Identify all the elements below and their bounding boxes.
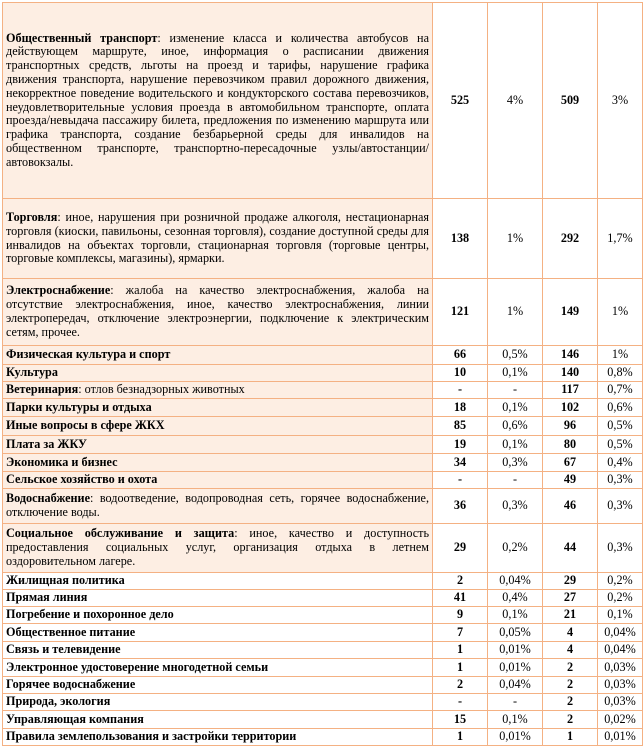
count-current-cell: 2 bbox=[543, 694, 598, 711]
category-title: Общественный транспорт bbox=[6, 30, 158, 45]
table-row bbox=[3, 711, 643, 729]
category-cell bbox=[3, 489, 433, 524]
share-prev-cell: 0,1% bbox=[488, 399, 543, 417]
share-current-cell: 0,04% bbox=[598, 624, 643, 642]
category-cell bbox=[3, 694, 433, 711]
share-current-cell: 0,5% bbox=[598, 436, 643, 454]
category-cell bbox=[3, 607, 433, 624]
count-current-cell: 292 bbox=[543, 199, 598, 279]
count-current-cell: 21 bbox=[543, 607, 598, 624]
count-prev-cell: 1 bbox=[433, 729, 488, 746]
count-prev-cell: 9 bbox=[433, 607, 488, 624]
table-row bbox=[3, 590, 643, 607]
share-current-cell: 0,03% bbox=[598, 659, 643, 677]
share-current-cell: 0,3% bbox=[598, 524, 643, 573]
category-description: : жалоба на качество электроснабжения, жалоба на отсутствие электроснабжения, иное, качество электроснабжения, линии электропередач, отключение электроэнергии, подключение к электрическим сетям, прочее. bbox=[6, 283, 429, 339]
category-cell bbox=[3, 417, 433, 436]
table-row bbox=[3, 3, 643, 199]
category-cell bbox=[3, 199, 433, 279]
table-row bbox=[3, 472, 643, 489]
table-row bbox=[3, 365, 643, 382]
share-current-cell: 0,02% bbox=[598, 711, 643, 729]
share-prev-cell: - bbox=[488, 694, 543, 711]
category-cell bbox=[3, 711, 433, 729]
table-row bbox=[3, 677, 643, 694]
count-current-cell: 140 bbox=[543, 365, 598, 382]
share-current-cell: 0,03% bbox=[598, 694, 643, 711]
count-prev-cell: 66 bbox=[433, 346, 488, 365]
category-cell bbox=[3, 472, 433, 489]
share-current-cell: 1,7% bbox=[598, 199, 643, 279]
count-current-cell: 46 bbox=[543, 489, 598, 524]
share-prev-cell: 0,1% bbox=[488, 365, 543, 382]
category-title: Иные вопросы в сфере ЖКХ bbox=[6, 418, 165, 433]
table-body bbox=[3, 3, 643, 746]
count-current-cell: 2 bbox=[543, 659, 598, 677]
table-row bbox=[3, 524, 643, 573]
table-row bbox=[3, 399, 643, 417]
category-cell bbox=[3, 3, 433, 199]
share-current-cell: 0,01% bbox=[598, 729, 643, 746]
count-current-cell: 27 bbox=[543, 590, 598, 607]
category-cell bbox=[3, 454, 433, 472]
category-title: Общественное питание bbox=[6, 624, 136, 639]
count-current-cell: 44 bbox=[543, 524, 598, 573]
category-title: Управляющая компания bbox=[6, 711, 144, 726]
category-cell bbox=[3, 436, 433, 454]
category-title: Сельское хозяйство и охота bbox=[6, 472, 158, 487]
share-current-cell: 0,2% bbox=[598, 590, 643, 607]
category-title: Водоснабжение bbox=[6, 491, 90, 506]
category-title: Горячее водоснабжение bbox=[6, 677, 136, 692]
category-title: Парки культуры и отдыха bbox=[6, 399, 152, 414]
count-current-cell: 96 bbox=[543, 417, 598, 436]
share-prev-cell: 4% bbox=[488, 3, 543, 199]
count-current-cell: 102 bbox=[543, 399, 598, 417]
category-description: : иное, качество и доступность предоставления социальных услуг, организация отдыха в летнем оздоровительном лагере. bbox=[6, 526, 430, 568]
category-title: Прямая линия bbox=[6, 590, 88, 605]
share-prev-cell: 0,1% bbox=[488, 711, 543, 729]
count-prev-cell: 2 bbox=[433, 677, 488, 694]
share-current-cell: 0,03% bbox=[598, 677, 643, 694]
share-current-cell: 0,8% bbox=[598, 365, 643, 382]
count-prev-cell: 138 bbox=[433, 199, 488, 279]
share-current-cell: 0,2% bbox=[598, 573, 643, 590]
count-prev-cell: 34 bbox=[433, 454, 488, 472]
category-description: : иное, нарушения при розничной продаже алкоголя, нестационарная торговля (киоски, павильоны, сезонная торговля), создание доступной среды для инвалидов на объектах торговли, стационарная торговля (торговые центры, торговые комплексы, магазины), ярмарки. bbox=[6, 209, 429, 266]
category-description: : изменение класса и количества автобусов на действующем маршруте, иное, информация о расписании движения транспортных средств, льготы на проезд и тарифы, нарушение графика движения транспорта, нарушение перевозчиком правил дорожного движения, некорректное поведение водительского и кондукторского состава перевозчиков, неудовлетворительные условия проезда в автомобильном транспорте, оплата проезда/невыдача пассажиру билета, предложения по изменению маршрута или графика транспорта, создание безбарьерной среды для инвалидов на общественном транспорте, транспортно-пересадочные узлы/автостанции/автовокзалы. bbox=[6, 30, 429, 169]
share-prev-cell: 0,2% bbox=[488, 524, 543, 573]
count-current-cell: 67 bbox=[543, 454, 598, 472]
count-prev-cell: 1 bbox=[433, 659, 488, 677]
count-current-cell: 49 bbox=[543, 472, 598, 489]
table-row bbox=[3, 659, 643, 677]
count-prev-cell: 7 bbox=[433, 624, 488, 642]
count-prev-cell: - bbox=[433, 694, 488, 711]
count-prev-cell: 29 bbox=[433, 524, 488, 573]
table-row bbox=[3, 199, 643, 279]
count-current-cell: 149 bbox=[543, 279, 598, 346]
table-row bbox=[3, 694, 643, 711]
count-prev-cell: 41 bbox=[433, 590, 488, 607]
category-cell bbox=[3, 279, 433, 346]
category-cell bbox=[3, 573, 433, 590]
share-prev-cell: 0,5% bbox=[488, 346, 543, 365]
category-cell bbox=[3, 399, 433, 417]
count-current-cell: 509 bbox=[543, 3, 598, 199]
share-prev-cell: 0,3% bbox=[488, 454, 543, 472]
share-current-cell: 0,5% bbox=[598, 417, 643, 436]
category-title: Природа, экология bbox=[6, 694, 111, 709]
category-title: Правила землепользования и застройки территории bbox=[6, 729, 297, 744]
share-prev-cell: - bbox=[488, 472, 543, 489]
count-prev-cell: 85 bbox=[433, 417, 488, 436]
table-row bbox=[3, 607, 643, 624]
table-row bbox=[3, 642, 643, 659]
category-cell bbox=[3, 524, 433, 573]
category-cell bbox=[3, 346, 433, 365]
category-title: Электронное удостоверение многодетной семьи bbox=[6, 659, 269, 674]
share-current-cell: 1% bbox=[598, 279, 643, 346]
share-prev-cell: 0,05% bbox=[488, 624, 543, 642]
share-current-cell: 0,1% bbox=[598, 607, 643, 624]
share-current-cell: 0,3% bbox=[598, 489, 643, 524]
count-prev-cell: 19 bbox=[433, 436, 488, 454]
share-current-cell: 0,7% bbox=[598, 382, 643, 399]
count-current-cell: 146 bbox=[543, 346, 598, 365]
category-title: Торговля bbox=[6, 209, 58, 224]
count-prev-cell: - bbox=[433, 472, 488, 489]
count-current-cell: 2 bbox=[543, 677, 598, 694]
share-prev-cell: 0,1% bbox=[488, 607, 543, 624]
table-row bbox=[3, 417, 643, 436]
share-prev-cell: - bbox=[488, 382, 543, 399]
share-prev-cell: 0,01% bbox=[488, 642, 543, 659]
count-current-cell: 117 bbox=[543, 382, 598, 399]
category-description: : отлов безнадзорных животных bbox=[78, 382, 245, 397]
category-cell bbox=[3, 365, 433, 382]
count-current-cell: 80 bbox=[543, 436, 598, 454]
table-row bbox=[3, 489, 643, 524]
share-prev-cell: 0,1% bbox=[488, 436, 543, 454]
count-prev-cell: 15 bbox=[433, 711, 488, 729]
count-prev-cell: 525 bbox=[433, 3, 488, 199]
share-prev-cell: 1% bbox=[488, 279, 543, 346]
table-row bbox=[3, 624, 643, 642]
share-current-cell: 3% bbox=[598, 3, 643, 199]
count-prev-cell: 10 bbox=[433, 365, 488, 382]
count-prev-cell: 1 bbox=[433, 642, 488, 659]
share-current-cell: 1% bbox=[598, 346, 643, 365]
count-current-cell: 1 bbox=[543, 729, 598, 746]
count-prev-cell: 18 bbox=[433, 399, 488, 417]
table-row bbox=[3, 382, 643, 399]
category-cell bbox=[3, 382, 433, 399]
share-prev-cell: 0,3% bbox=[488, 489, 543, 524]
share-prev-cell: 1% bbox=[488, 199, 543, 279]
table-row bbox=[3, 346, 643, 365]
count-current-cell: 4 bbox=[543, 624, 598, 642]
category-cell bbox=[3, 590, 433, 607]
appeals-table bbox=[2, 2, 643, 746]
count-prev-cell: 36 bbox=[433, 489, 488, 524]
category-title: Связь и телевидение bbox=[6, 642, 121, 657]
category-title: Социальное обслуживание и защита bbox=[6, 526, 235, 541]
count-current-cell: 2 bbox=[543, 711, 598, 729]
count-current-cell: 4 bbox=[543, 642, 598, 659]
share-prev-cell: 0,01% bbox=[488, 659, 543, 677]
count-prev-cell: - bbox=[433, 382, 488, 399]
category-title: Физическая культура и спорт bbox=[6, 347, 171, 362]
share-current-cell: 0,6% bbox=[598, 399, 643, 417]
category-title: Электроснабжение bbox=[6, 283, 111, 298]
category-title: Погребение и похоронное дело bbox=[6, 607, 174, 622]
count-prev-cell: 121 bbox=[433, 279, 488, 346]
category-cell bbox=[3, 659, 433, 677]
table-row bbox=[3, 454, 643, 472]
category-cell bbox=[3, 624, 433, 642]
share-current-cell: 0,04% bbox=[598, 642, 643, 659]
category-title: Экономика и бизнес bbox=[6, 454, 118, 469]
count-current-cell: 29 bbox=[543, 573, 598, 590]
category-cell bbox=[3, 729, 433, 746]
category-description: : водоотведение, водопроводная сеть, горячее водоснабжение, отключение воды. bbox=[6, 491, 429, 519]
category-title: Плата за ЖКУ bbox=[6, 436, 87, 451]
share-prev-cell: 0,4% bbox=[488, 590, 543, 607]
category-cell bbox=[3, 642, 433, 659]
share-current-cell: 0,4% bbox=[598, 454, 643, 472]
share-current-cell: 0,3% bbox=[598, 472, 643, 489]
category-title: Культура bbox=[6, 365, 58, 380]
category-cell bbox=[3, 677, 433, 694]
share-prev-cell: 0,6% bbox=[488, 417, 543, 436]
table-row bbox=[3, 573, 643, 590]
table-row bbox=[3, 436, 643, 454]
table-row bbox=[3, 279, 643, 346]
table-row bbox=[3, 729, 643, 746]
count-prev-cell: 2 bbox=[433, 573, 488, 590]
category-title: Жилищная политика bbox=[6, 573, 125, 588]
category-title: Ветеринария bbox=[6, 382, 79, 397]
share-prev-cell: 0,04% bbox=[488, 677, 543, 694]
share-prev-cell: 0,04% bbox=[488, 573, 543, 590]
share-prev-cell: 0,01% bbox=[488, 729, 543, 746]
